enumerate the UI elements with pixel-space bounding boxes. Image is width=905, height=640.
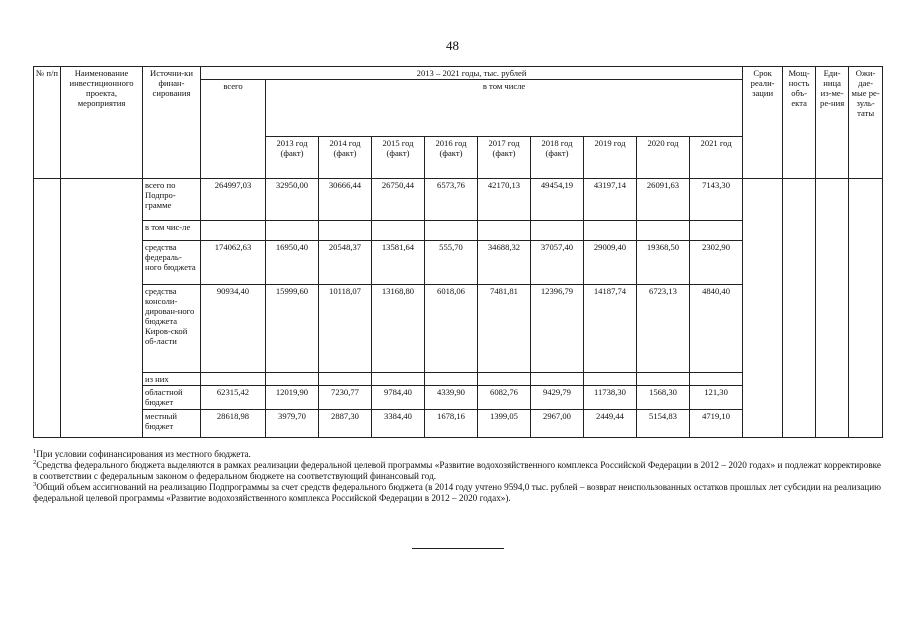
funding-source-cell: в том чис-ле xyxy=(143,221,201,241)
table-body xyxy=(34,179,883,438)
year-value-cell: 7481,81 xyxy=(478,285,531,373)
year-value-cell: 29009,40 xyxy=(584,241,637,285)
total-cell: 264997,03 xyxy=(201,179,266,221)
header-including: в том числе xyxy=(266,80,743,137)
year-value-cell: 9429,79 xyxy=(531,386,584,410)
year-value-cell: 2967,00 xyxy=(531,410,584,438)
year-value-cell: 4840,40 xyxy=(690,285,743,373)
total-cell: 62315,42 xyxy=(201,386,266,410)
year-value-cell: 14187,74 xyxy=(584,285,637,373)
header-results: Ожи-дае-мые ре-зуль-таты xyxy=(849,67,883,179)
num-cell xyxy=(34,179,61,438)
footnotes xyxy=(33,449,881,504)
year-value-cell xyxy=(425,221,478,241)
header-year: 2019 год xyxy=(584,137,637,179)
year-value-cell: 19368,50 xyxy=(637,241,690,285)
header-year: 2021 год xyxy=(690,137,743,179)
project-name-cell xyxy=(61,179,143,438)
header-year: 2018 год (факт) xyxy=(531,137,584,179)
header-year: 2016 год (факт) xyxy=(425,137,478,179)
year-value-cell: 26750,44 xyxy=(372,179,425,221)
year-value-cell xyxy=(637,221,690,241)
year-value-cell: 7143,30 xyxy=(690,179,743,221)
header-period: 2013 – 2021 годы, тыс. рублей xyxy=(201,67,743,80)
total-cell: 90934,40 xyxy=(201,285,266,373)
year-value-cell: 6723,13 xyxy=(637,285,690,373)
year-value-cell xyxy=(584,221,637,241)
funding-source-cell: местный бюджет xyxy=(143,410,201,438)
year-value-cell: 20548,37 xyxy=(319,241,372,285)
year-value-cell: 26091,63 xyxy=(637,179,690,221)
header-funding-source: Источни-ки финан-сирования xyxy=(143,67,201,179)
total-cell: 28618,98 xyxy=(201,410,266,438)
year-value-cell: 6573,76 xyxy=(425,179,478,221)
year-value-cell xyxy=(690,221,743,241)
header-year: 2013 год (факт) xyxy=(266,137,319,179)
year-value-cell: 43197,14 xyxy=(584,179,637,221)
footnote: $^1$При условии софинансирования из местного бюджета. xyxy=(33,447,251,459)
funding-source-cell: средства консоли-дирован-ного бюджета Киров-ской об-ласти xyxy=(143,285,201,373)
year-value-cell: 3979,70 xyxy=(266,410,319,438)
year-value-cell: 34688,32 xyxy=(478,241,531,285)
header-term: Срок реали-зации xyxy=(743,67,783,179)
year-value-cell: 16950,40 xyxy=(266,241,319,285)
year-value-cell: 11738,30 xyxy=(584,386,637,410)
year-value-cell: 15999,60 xyxy=(266,285,319,373)
header-unit: Еди-ница из-ме-ре-ния xyxy=(816,67,849,179)
header-total: всего xyxy=(201,80,266,179)
year-value-cell: 1399,05 xyxy=(478,410,531,438)
year-value-cell: 12396,79 xyxy=(531,285,584,373)
year-value-cell: 7230,77 xyxy=(319,386,372,410)
header-year: 2014 год (факт) xyxy=(319,137,372,179)
funding-source-cell: из них xyxy=(143,373,201,386)
divider-line xyxy=(412,548,504,549)
header-year: 2015 год (факт) xyxy=(372,137,425,179)
total-cell xyxy=(201,373,266,386)
year-value-cell: 37057,40 xyxy=(531,241,584,285)
total-cell: 174062,63 xyxy=(201,241,266,285)
results-cell xyxy=(849,179,883,438)
capacity-cell xyxy=(783,179,816,438)
year-value-cell xyxy=(637,373,690,386)
page-number: 48 xyxy=(446,38,459,53)
header-year: 2020 год xyxy=(637,137,690,179)
year-value-cell: 13168,80 xyxy=(372,285,425,373)
unit-cell xyxy=(816,179,849,438)
year-value-cell: 13581,64 xyxy=(372,241,425,285)
year-value-cell xyxy=(425,373,478,386)
term-cell xyxy=(743,179,783,438)
year-value-cell: 32950,00 xyxy=(266,179,319,221)
year-value-cell xyxy=(372,373,425,386)
header-year: 2017 год (факт) xyxy=(478,137,531,179)
year-value-cell: 30666,44 xyxy=(319,179,372,221)
budget-table xyxy=(33,66,883,438)
funding-source-cell: средства федераль-ного бюджета xyxy=(143,241,201,285)
year-value-cell xyxy=(372,221,425,241)
funding-source-cell: областной бюджет xyxy=(143,386,201,410)
year-value-cell: 12019,90 xyxy=(266,386,319,410)
year-value-cell: 121,30 xyxy=(690,386,743,410)
year-value-cell xyxy=(690,373,743,386)
year-value-cell: 49454,19 xyxy=(531,179,584,221)
year-value-cell: 1568,30 xyxy=(637,386,690,410)
year-value-cell: 4719,10 xyxy=(690,410,743,438)
year-value-cell: 9784,40 xyxy=(372,386,425,410)
year-value-cell xyxy=(319,221,372,241)
footnote: $^2$Средства федерального бюджета выделяются в рамках реализации федеральной целевой программы «Развитие водохозяйственного комплекса Российской Федерации в 2012 – 2020 годах» и подлежат корректировке в соответствии с федеральным законом о федеральном бюджете на соответствующий финансовый год. xyxy=(33,458,881,481)
year-value-cell: 1678,16 xyxy=(425,410,478,438)
header-capacity: Мощ-ность объ-екта xyxy=(783,67,816,179)
year-value-cell: 4339,90 xyxy=(425,386,478,410)
header-project-name: Наименование инвестиционного проекта, мероприятия xyxy=(61,67,143,179)
header-num: № п/п xyxy=(34,67,61,179)
total-cell xyxy=(201,221,266,241)
year-value-cell xyxy=(584,373,637,386)
footnote: $^3$Общий объем ассигнований на реализацию Подпрограммы за счет средств федерального бюджета (в 2014 году учтено 9594,0 тыс. рублей – возврат неиспользованных остатков прошлых лет субсидии на реализацию федеральной целевой программы «Развитие водохозяйственного комплекса Российской Федерации в 2012 – 2020 годах»). xyxy=(33,480,881,503)
year-value-cell: 3384,40 xyxy=(372,410,425,438)
year-value-cell: 5154,83 xyxy=(637,410,690,438)
year-value-cell: 2449,44 xyxy=(584,410,637,438)
table-row xyxy=(34,179,883,221)
year-value-cell: 6082,76 xyxy=(478,386,531,410)
year-value-cell xyxy=(478,373,531,386)
year-value-cell: 42170,13 xyxy=(478,179,531,221)
year-value-cell: 2302,90 xyxy=(690,241,743,285)
year-value-cell: 10118,07 xyxy=(319,285,372,373)
year-value-cell xyxy=(531,221,584,241)
year-value-cell xyxy=(319,373,372,386)
year-value-cell xyxy=(266,221,319,241)
year-value-cell: 2887,30 xyxy=(319,410,372,438)
year-value-cell: 6018,06 xyxy=(425,285,478,373)
funding-source-cell: всего по Подпро-грамме xyxy=(143,179,201,221)
year-value-cell xyxy=(531,373,584,386)
year-value-cell xyxy=(478,221,531,241)
year-value-cell: 555,70 xyxy=(425,241,478,285)
year-value-cell xyxy=(266,373,319,386)
